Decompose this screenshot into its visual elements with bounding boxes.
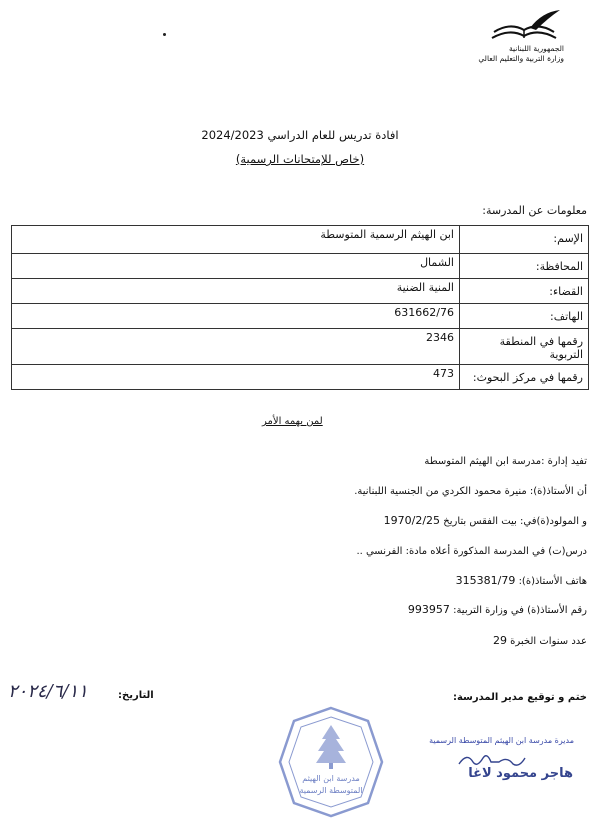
document-title: افادة تدريس للعام الدراسي 2024/2023 — [201, 128, 399, 142]
ministry-line-1: الجمهورية اللبنانية — [508, 44, 564, 53]
para-phone — [456, 574, 587, 587]
row-value: الشمال — [12, 254, 460, 279]
signature-label: ختم و توقيع مدير المدرسة: — [452, 692, 587, 703]
row-label: القضاء: — [460, 279, 589, 304]
experience-value: 29 — [492, 634, 507, 647]
school-info-label: معلومات عن المدرسة: — [482, 204, 587, 217]
school-seal-icon — [276, 705, 386, 819]
principal-stamp-text: مديرة مدرسة ابن الهيثم المتوسطة الرسمية — [429, 736, 574, 745]
row-label: الإسم: — [460, 226, 589, 254]
table-row — [12, 254, 589, 279]
table-row — [12, 365, 589, 390]
ministry-line-2: وزارة التربية والتعليم العالي — [478, 54, 564, 63]
experience-text: عدد سنوات الخبرة — [510, 636, 587, 647]
scan-dot — [163, 33, 166, 36]
row-label: رقمها في المنطقة التربوية — [460, 329, 589, 365]
row-label: المحافظة: — [460, 254, 589, 279]
school-info-table — [11, 225, 589, 390]
handwritten-date: ٢٠٢٤/٦/١١ — [8, 681, 88, 702]
row-value: 2346 — [12, 329, 460, 365]
table-row — [12, 226, 589, 254]
table-row — [12, 279, 589, 304]
birth-text: و المولود(ة)في: بيت الفقس بتاريخ — [443, 516, 587, 527]
table-row — [12, 329, 589, 365]
para-birth — [384, 514, 587, 527]
para-teacher: أن الأستاذ(ة): منيرة محمود الكردي من الجنسية اللبنانية. — [354, 486, 587, 497]
row-value: 473 — [12, 365, 460, 390]
para-ministry-number — [408, 603, 587, 616]
row-value: المنية الضنية — [12, 279, 460, 304]
date-label: التاريخ: — [118, 690, 154, 701]
to-whom-heading: لمن يهمه الأمر — [262, 416, 323, 427]
birth-date: 1970/2/25 — [383, 514, 441, 527]
row-label: الهاتف: — [460, 304, 589, 329]
para-subject: درس(ت) في المدرسة المذكورة أعلاه مادة: الفرنسي .. — [356, 546, 587, 557]
ministry-number-value: 993957 — [407, 603, 450, 616]
phone-text: هاتف الأستاذ(ة): — [518, 576, 587, 587]
phone-value: 315381/79 — [455, 574, 516, 587]
row-value: 631662/76 — [12, 304, 460, 329]
seal-line-1: مدرسة ابن الهيثم — [302, 774, 360, 783]
para-school: تفيد إدارة :مدرسة ابن الهيثم المتوسطة — [424, 456, 587, 467]
ministry-number-text: رقم الأستاذ(ة) في وزارة التربية: — [453, 605, 587, 616]
principal-name: هاجر محمود لاغا — [468, 766, 573, 781]
table-row — [12, 304, 589, 329]
row-value: ابن الهيثم الرسمية المتوسطة — [12, 226, 460, 254]
document-subtitle: (خاص للإمتحانات الرسمية) — [235, 152, 365, 166]
seal-line-2: المتوسطة الرسمية — [299, 786, 363, 795]
para-experience — [493, 634, 587, 647]
row-label: رقمها في مركز البحوث: — [460, 365, 589, 390]
